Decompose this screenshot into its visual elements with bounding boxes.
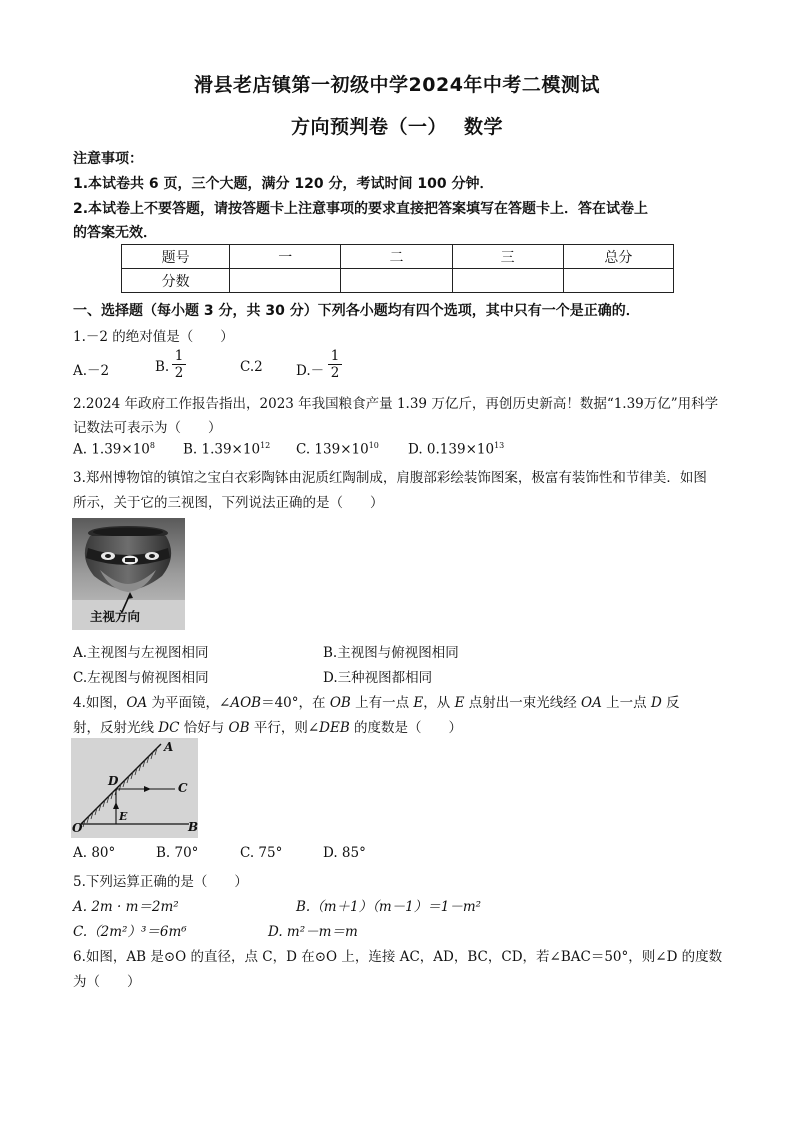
- table-cell: 分数: [122, 269, 230, 293]
- q1-stem: 1.－2 的绝对值是（ ）: [73, 329, 234, 345]
- table-cell: 二: [341, 245, 452, 269]
- q4-text: 4.如图，: [73, 695, 127, 711]
- q4-text: 平行，则∠: [249, 720, 320, 736]
- notes-item-2-line1: 2.本试卷上不要答题，请按答题卡上注意事项的要求直接把答案填写在答题卡上．答在试卷上: [73, 201, 649, 217]
- q4-stem-line2: [73, 716, 462, 736]
- q5-option-b: B.（m＋1）（m－1）＝1－m²: [296, 899, 482, 915]
- q1-option-b-fraction: [172, 348, 186, 381]
- q1-option-c: C.2: [240, 359, 263, 375]
- notes-item-1: 1.本试卷共 6 页，三个大题，满分 120 分，考试时间 100 分钟．: [73, 176, 494, 192]
- score-table-header-row: [122, 245, 674, 269]
- fraction-denominator: 2: [328, 364, 342, 381]
- point-a-label: A: [164, 740, 174, 754]
- q4-var: E: [413, 695, 424, 711]
- q1-option-b-prefix: B.: [155, 359, 170, 375]
- q4-option-a: A. 80°: [73, 845, 116, 861]
- q4-text: 为平面镜，∠: [147, 695, 231, 711]
- q3-stem-line2: 所示，关于它的三视图，下列说法正确的是（ ）: [73, 495, 384, 511]
- q5-stem: 5.下列运算正确的是（ ）: [73, 874, 248, 890]
- option-text: B. 1.39×10: [183, 441, 261, 458]
- paper-subtitle: 方向预判卷（一） 数学: [290, 116, 504, 138]
- q4-var: AOB: [230, 695, 262, 711]
- mirror-diagram: [71, 738, 198, 838]
- q4-var: OB: [329, 695, 351, 711]
- paper-title: 滑县老店镇第一初级中学2024年中考二模测试: [194, 74, 600, 96]
- q6-stem-line2: 为（ ）: [73, 974, 141, 990]
- q4-text: 射，反射光线: [73, 720, 159, 736]
- pottery-bowl-photo: [72, 518, 185, 630]
- exponent: 8: [149, 441, 155, 450]
- section-1-heading: 一、选择题（每小题 3 分，共 30 分）下列各小题均有四个选项，其中只有一个是正确的．: [73, 303, 640, 319]
- q5-option-d: D. m²－m＝m: [268, 924, 358, 940]
- q4-var: D: [650, 695, 662, 711]
- q4-var: OB: [228, 720, 250, 736]
- exponent: 10: [368, 441, 379, 450]
- q4-stem-line1: [73, 691, 680, 711]
- q2-option-d: [408, 441, 504, 458]
- q2-stem-line1: 2.2024 年政府工作报告指出，2023 年我国粮食产量 1.39 万亿斤，再创历史新高！数据“1.39万亿”用科学: [73, 396, 719, 412]
- exponent: 12: [260, 441, 271, 450]
- notes-heading: 注意事项：: [73, 151, 143, 167]
- point-c-label: C: [178, 781, 188, 795]
- fraction-numerator: 1: [330, 348, 340, 364]
- q3-option-b: B.主视图与俯视图相同: [323, 645, 459, 661]
- option-text: D. 0.139×10: [408, 441, 495, 458]
- option-text: C. 139×10: [296, 441, 369, 458]
- table-cell: [230, 269, 341, 293]
- q4-text: ＝40°，在: [261, 695, 330, 711]
- q6-stem-line1: 6.如图，AB 是⊙O 的直径，点 C，D 在⊙O 上，连接 AC，AD，BC，CD，若∠BAC＝50°，则∠D 的度数: [73, 949, 723, 965]
- q1-option-a: A.－2: [73, 363, 110, 379]
- q5-option-c: C.（2m²）³＝6m⁶: [73, 924, 187, 940]
- q3-option-c: C.左视图与俯视图相同: [73, 670, 209, 686]
- q2-option-b: [183, 441, 270, 458]
- table-cell: [452, 269, 563, 293]
- q4-var: DEB: [319, 720, 350, 736]
- point-e-label: E: [119, 810, 128, 823]
- q4-var: OA: [126, 695, 148, 711]
- fraction-numerator: 1: [174, 348, 184, 364]
- q2-stem-line2: 记数法可表示为（ ）: [73, 420, 222, 436]
- q5-option-a: A. 2m · m＝2m²: [73, 899, 179, 915]
- q4-text: 上一点: [601, 695, 651, 711]
- q3-stem-line1: 3.郑州博物馆的镇馆之宝白衣彩陶钵由泥质红陶制成，肩腹部彩绘装饰图案，极富有装饰性和节律美．如图: [73, 470, 707, 486]
- option-text: A. 1.39×10: [73, 441, 150, 458]
- table-cell: 一: [230, 245, 341, 269]
- q2-option-a: [73, 441, 155, 458]
- q4-var: OA: [581, 695, 602, 711]
- q4-option-b: B. 70°: [156, 845, 199, 861]
- score-table-score-row: [122, 269, 674, 293]
- point-b-label: B: [188, 820, 199, 834]
- fraction-denominator: 2: [172, 364, 186, 381]
- table-cell: 题号: [122, 245, 230, 269]
- table-cell: [341, 269, 452, 293]
- photo-direction-label: 主视方向: [90, 609, 141, 624]
- table-cell: 总分: [563, 245, 673, 269]
- q4-text: ，从: [423, 695, 455, 711]
- q1-option-d-prefix: D.－: [296, 363, 325, 379]
- q4-text: 上有一点: [350, 695, 414, 711]
- q4-option-d: D. 85°: [323, 845, 366, 861]
- table-cell: [563, 269, 673, 293]
- exponent: 13: [494, 441, 505, 450]
- table-cell: 三: [452, 245, 563, 269]
- q1-option-d-fraction: [328, 348, 342, 381]
- score-table: [121, 244, 674, 293]
- point-o-label: O: [72, 821, 83, 835]
- q3-option-a: A.主视图与左视图相同: [73, 645, 209, 661]
- q4-text: 反: [661, 695, 680, 711]
- q4-var: DC: [158, 720, 180, 736]
- q4-text: 的度数是（ ）: [349, 720, 463, 736]
- point-d-label: D: [108, 774, 119, 788]
- q4-option-c: C. 75°: [240, 845, 283, 861]
- q4-text: 恰好与: [179, 720, 229, 736]
- notes-item-2-line2: 的答案无效．: [73, 225, 157, 241]
- q4-text: 点射出一束光线经: [464, 695, 582, 711]
- q4-var: E: [454, 695, 465, 711]
- q2-option-c: [296, 441, 379, 458]
- q3-option-d: D.三种视图都相同: [323, 670, 433, 686]
